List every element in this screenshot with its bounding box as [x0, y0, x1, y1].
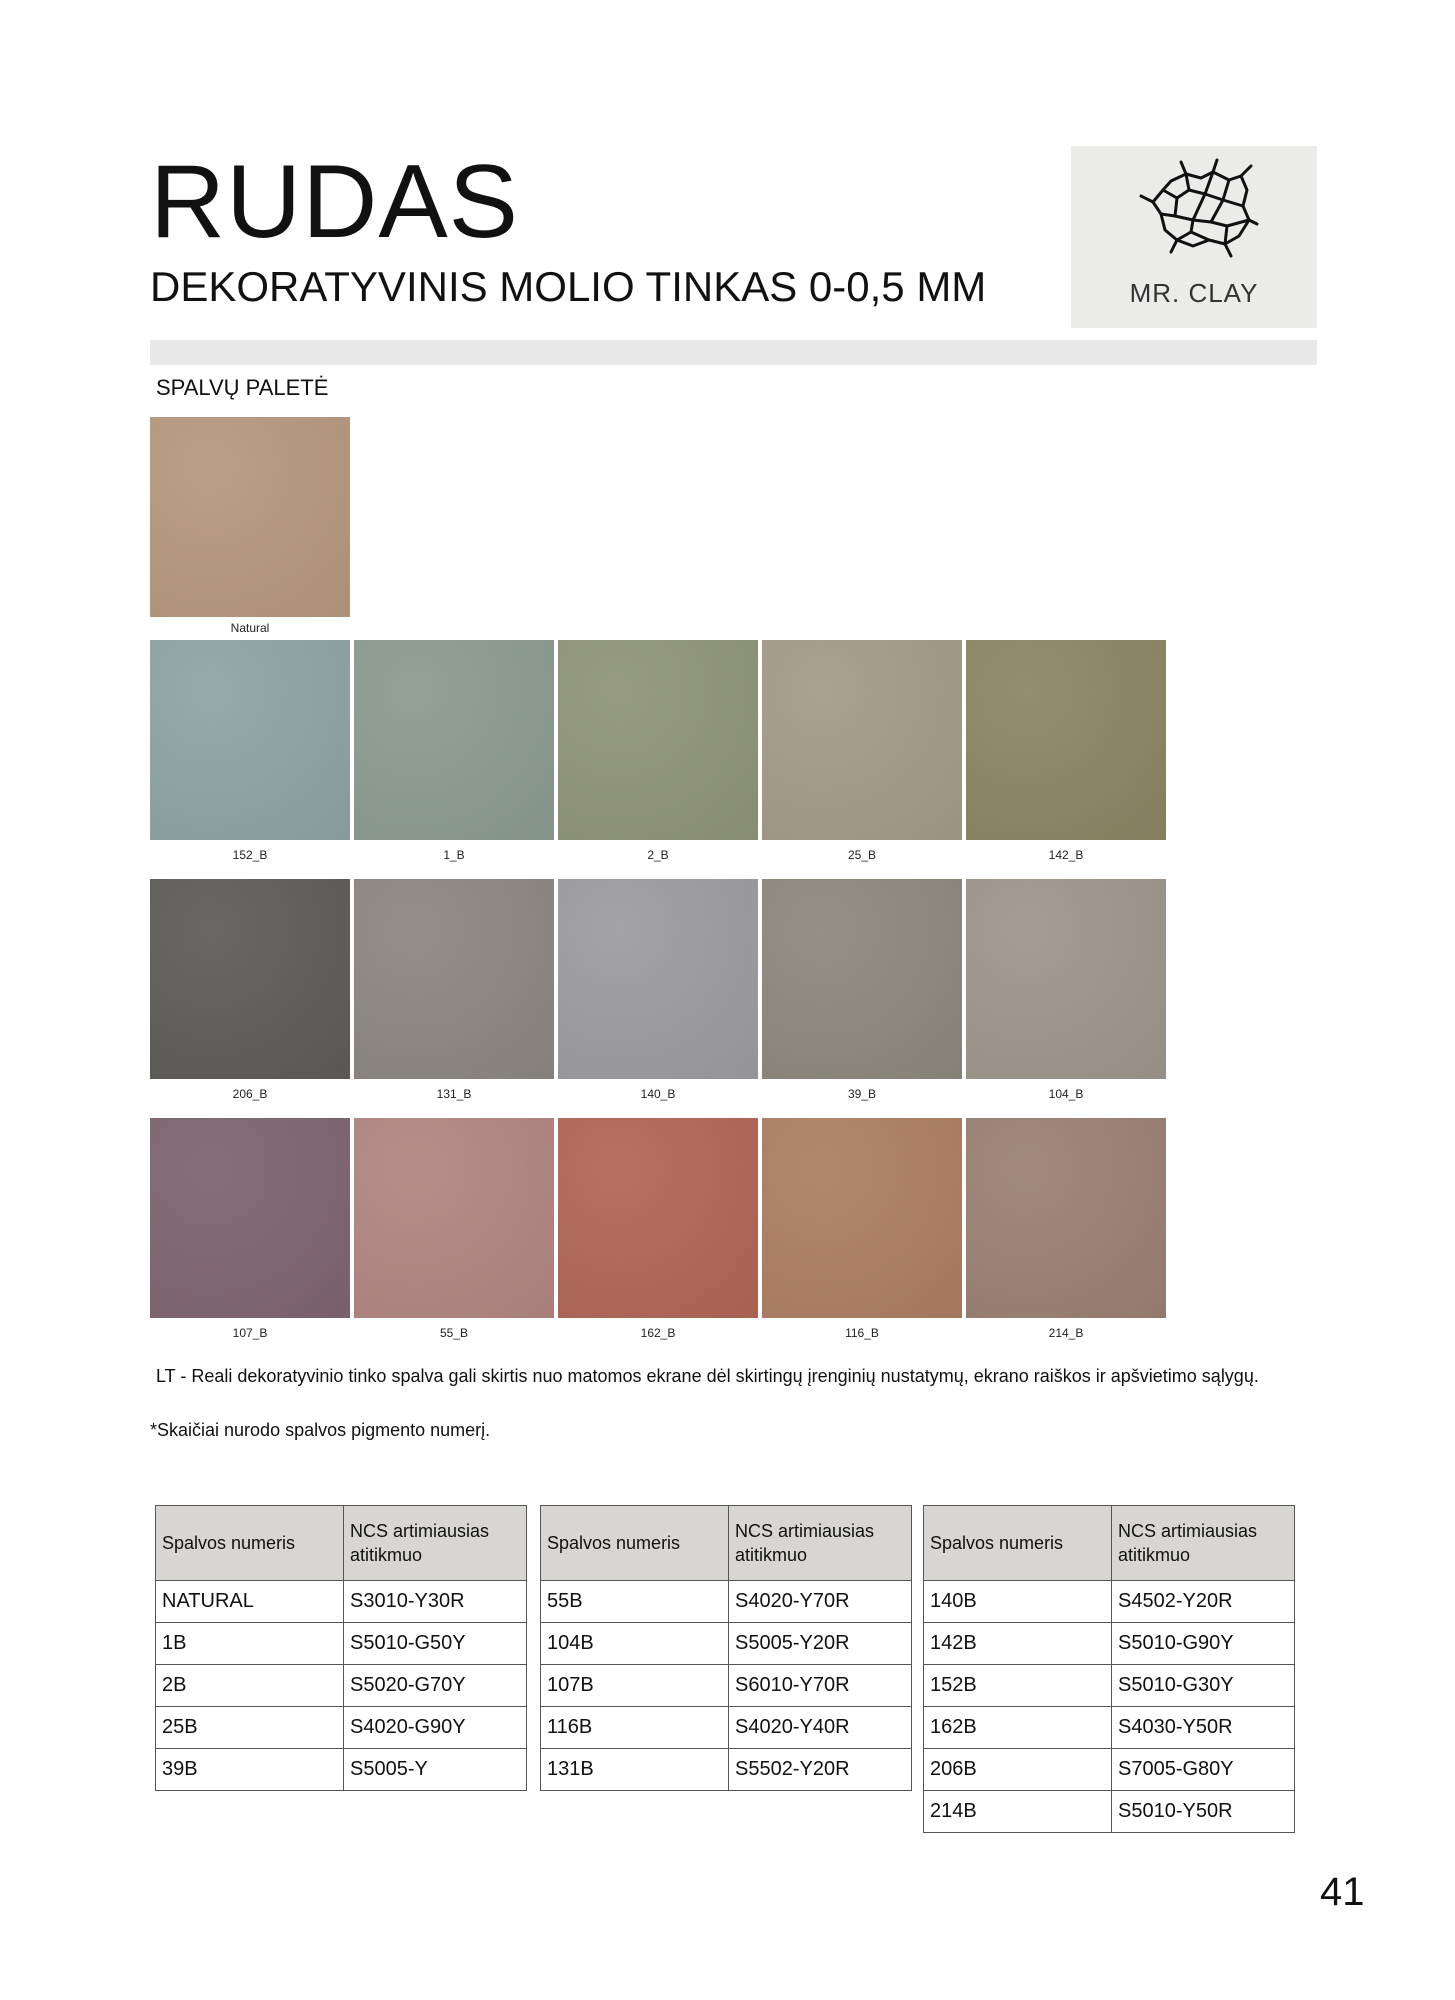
ncs-code-cell: S4030-Y50R	[1112, 1707, 1295, 1749]
swatch-label: 107_B	[232, 1326, 268, 1340]
swatch-label: 140_B	[640, 1087, 676, 1101]
ncs-code-cell: S4502-Y20R	[1112, 1581, 1295, 1623]
color-number-cell: 131B	[541, 1749, 729, 1791]
color-swatch	[354, 879, 554, 1079]
color-number-cell: 2B	[156, 1665, 344, 1707]
header-divider-band	[150, 340, 1317, 365]
brand-logo	[1071, 146, 1317, 328]
color-number-cell: 152B	[924, 1665, 1112, 1707]
color-number-cell: 116B	[541, 1707, 729, 1749]
color-number-cell: 104B	[541, 1623, 729, 1665]
table-row	[924, 1791, 1295, 1833]
column-header: Spalvos numeris	[924, 1506, 1112, 1581]
ncs-code-cell: S4020-Y40R	[729, 1707, 912, 1749]
column-header: NCS artimiausias atitikmuo	[344, 1506, 527, 1581]
ncs-code-cell: S5020-G70Y	[344, 1665, 527, 1707]
color-number-cell: 162B	[924, 1707, 1112, 1749]
table-row	[541, 1665, 912, 1707]
pigment-note: *Skaičiai nurodo spalvos pigmento numerį.	[150, 1420, 491, 1440]
table-row	[156, 1623, 527, 1665]
color-number-cell: 25B	[156, 1707, 344, 1749]
ncs-code-cell: S4020-G90Y	[344, 1707, 527, 1749]
swatch-label: 25_B	[847, 848, 877, 862]
swatch-label: 1_B	[443, 848, 465, 862]
ncs-code-cell: S5010-G50Y	[344, 1623, 527, 1665]
swatch-label: 206_B	[232, 1087, 268, 1101]
color-swatch	[558, 879, 758, 1079]
column-header: NCS artimiausias atitikmuo	[729, 1506, 912, 1581]
color-swatch	[150, 417, 350, 617]
color-number-cell: 140B	[924, 1581, 1112, 1623]
color-number-cell: 107B	[541, 1665, 729, 1707]
swatch-label: 39_B	[847, 1087, 877, 1101]
swatch-label: 162_B	[640, 1326, 676, 1340]
column-header: NCS artimiausias atitikmuo	[1112, 1506, 1295, 1581]
color-number-cell: NATURAL	[156, 1581, 344, 1623]
cracked-clay-icon	[1131, 156, 1261, 266]
column-header: Spalvos numeris	[156, 1506, 344, 1581]
table-row	[924, 1749, 1295, 1791]
table-row	[541, 1707, 912, 1749]
color-swatch	[762, 879, 962, 1079]
palette-heading: SPALVŲ PALETĖ	[156, 375, 329, 400]
color-swatch	[762, 640, 962, 840]
ncs-table-3	[923, 1505, 1295, 1833]
swatch-label: Natural	[230, 621, 270, 635]
color-number-cell: 1B	[156, 1623, 344, 1665]
table-row	[156, 1581, 527, 1623]
brand-name: MR. CLAY	[1129, 278, 1259, 308]
swatch-label: 116_B	[845, 1326, 879, 1340]
swatch-label: 2_B	[647, 848, 669, 862]
swatch-label: 104_B	[1048, 1087, 1084, 1101]
table-row	[541, 1749, 912, 1791]
table-row	[924, 1581, 1295, 1623]
page-subtitle: DEKORATYVINIS MOLIO TINKAS 0-0,5 MM	[150, 263, 987, 310]
color-swatch	[150, 879, 350, 1079]
swatch-label: 131_B	[436, 1087, 472, 1101]
swatch-label: 142_B	[1048, 848, 1084, 862]
table-row	[156, 1749, 527, 1791]
color-number-cell: 142B	[924, 1623, 1112, 1665]
color-swatch	[150, 640, 350, 840]
color-number-cell: 206B	[924, 1749, 1112, 1791]
color-number-cell: 39B	[156, 1749, 344, 1791]
ncs-code-cell: S3010-Y30R	[344, 1581, 527, 1623]
color-number-cell: 214B	[924, 1791, 1112, 1833]
page-number: 41	[1320, 1870, 1365, 1914]
table-row	[924, 1707, 1295, 1749]
color-swatch	[966, 640, 1166, 840]
color-swatch	[354, 1118, 554, 1318]
ncs-code-cell: S6010-Y70R	[729, 1665, 912, 1707]
swatch-label: 152_B	[232, 848, 268, 862]
swatch-label: 214_B	[1048, 1326, 1084, 1340]
color-swatch	[558, 640, 758, 840]
ncs-code-cell: S5010-Y50R	[1112, 1791, 1295, 1833]
table-row	[156, 1665, 527, 1707]
ncs-code-cell: S5502-Y20R	[729, 1749, 912, 1791]
ncs-code-cell: S7005-G80Y	[1112, 1749, 1295, 1791]
column-header: Spalvos numeris	[541, 1506, 729, 1581]
ncs-code-cell: S5005-Y20R	[729, 1623, 912, 1665]
ncs-code-cell: S5005-Y	[344, 1749, 527, 1791]
color-swatch	[966, 1118, 1166, 1318]
ncs-table-1	[155, 1505, 527, 1791]
swatch-label: 55_B	[439, 1326, 469, 1340]
color-swatch	[558, 1118, 758, 1318]
table-row	[924, 1623, 1295, 1665]
table-row	[156, 1707, 527, 1749]
ncs-code-cell: S5010-G90Y	[1112, 1623, 1295, 1665]
color-disclaimer: LT - Reali dekoratyvinio tinko spalva gali skirtis nuo matomos ekrane dėl skirtingų įrenginių nustatymų, ekrano raiškos ir apšvietimo sąlygų.	[156, 1366, 1259, 1386]
page-title: RUDAS	[150, 144, 520, 260]
color-swatch	[354, 640, 554, 840]
table-row	[541, 1581, 912, 1623]
color-number-cell: 55B	[541, 1581, 729, 1623]
ncs-table-2	[540, 1505, 912, 1791]
color-swatch	[150, 1118, 350, 1318]
table-row	[924, 1665, 1295, 1707]
ncs-code-cell: S5010-G30Y	[1112, 1665, 1295, 1707]
color-swatch	[966, 879, 1166, 1079]
color-swatch	[762, 1118, 962, 1318]
table-row	[541, 1623, 912, 1665]
ncs-code-cell: S4020-Y70R	[729, 1581, 912, 1623]
